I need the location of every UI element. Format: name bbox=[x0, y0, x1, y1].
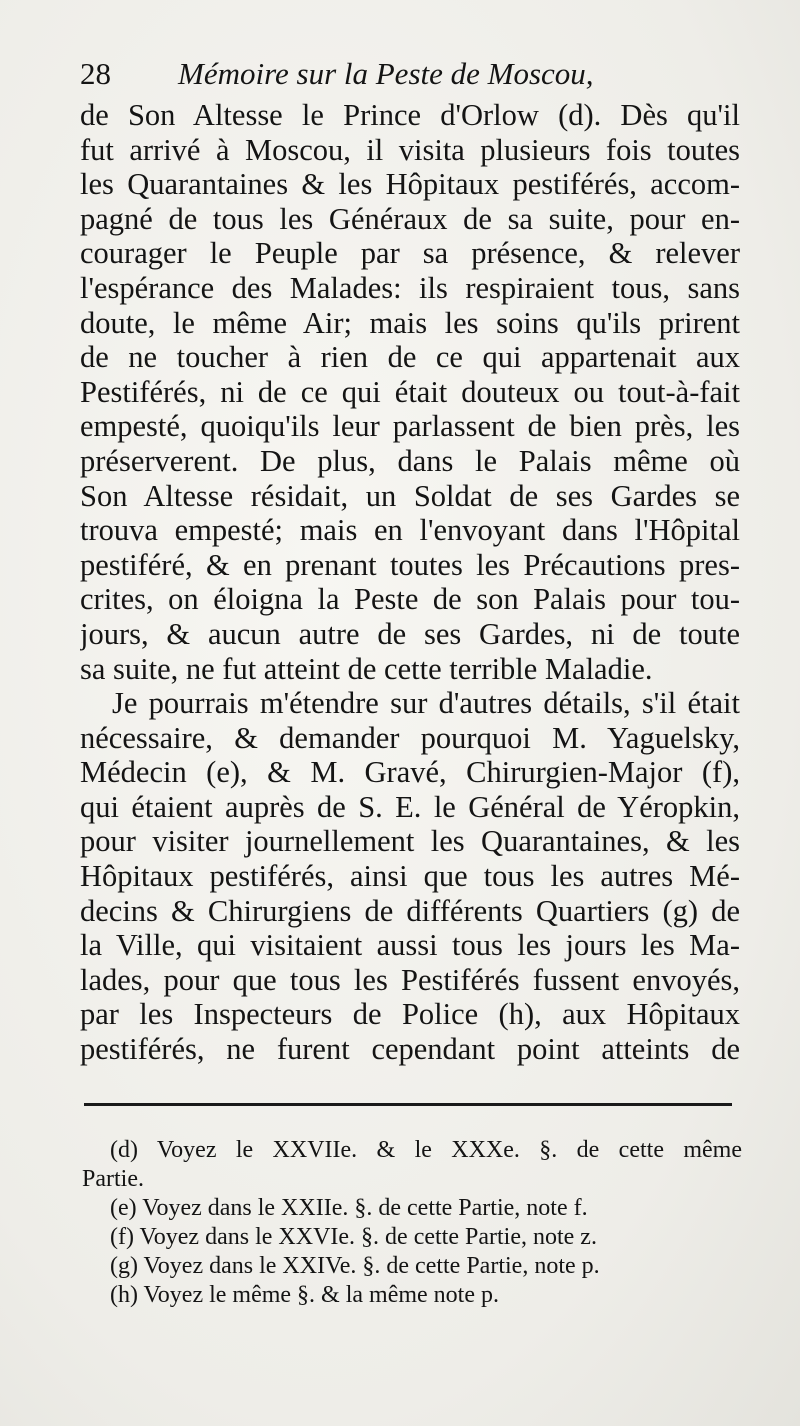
footnote-h: (h) Voyez le même §. & la même note p. bbox=[110, 1282, 500, 1308]
text-line: de Son Altesse le Prince d'Orlow (d). Dès qu'il bbox=[80, 98, 740, 132]
text-line: lades, pour que tous les Pestiférés fussent envoyés, bbox=[80, 962, 740, 997]
text-line: jours, & aucun autre de ses Gardes, ni de toute bbox=[80, 616, 740, 651]
text-line: trouva empesté; mais en l'envoyant dans l'Hôpital bbox=[80, 513, 740, 548]
text-line: Médecin (e), & M. Gravé, Chirurgien-Major (f), bbox=[80, 755, 740, 790]
text-line: pagné de tous les Généraux de sa suite, pour en- bbox=[80, 201, 740, 236]
text-line: fut arrivé à Moscou, il visita plusieurs fois toutes bbox=[80, 132, 740, 167]
text-line: pestiférés, ne furent cependant point atteints de bbox=[80, 1032, 740, 1067]
text-line: doute, le même Air; mais les soins qu'ils prirent bbox=[80, 305, 740, 340]
text-line: Pestiférés, ni de ce qui était douteux ou tout-à-fait bbox=[80, 374, 740, 409]
text-line: pestiféré, & en prenant toutes les Précautions pres- bbox=[80, 547, 740, 582]
footnote-e: (e) Voyez dans le XXIIe. §. de cette Partie, note f. bbox=[110, 1195, 588, 1221]
page-number: 28 bbox=[80, 56, 111, 91]
text-line: Son Altesse résidait, un Soldat de ses Gardes se bbox=[80, 478, 740, 513]
footnotes bbox=[82, 1136, 742, 1310]
running-title: Mémoire sur la Peste de Moscou, bbox=[178, 56, 594, 91]
footnote-g: (g) Voyez dans le XXIVe. §. de cette Partie, note p. bbox=[110, 1253, 600, 1279]
text-line: préserverent. De plus, dans le Palais même où bbox=[80, 443, 740, 478]
text-line: Je pourrais m'étendre sur d'autres détails, s'il était bbox=[112, 686, 740, 721]
text-line: sa suite, ne fut atteint de cette terrible Maladie. bbox=[80, 651, 653, 686]
text-line: l'espérance des Malades: ils respiraient tous, sans bbox=[80, 270, 740, 305]
body-text bbox=[80, 98, 740, 1067]
text-line: decins & Chirurgiens de différents Quartiers (g) de bbox=[80, 893, 740, 928]
text-line: Hôpitaux pestiférés, ainsi que tous les autres Mé- bbox=[80, 859, 740, 894]
text-line: la Ville, qui visitaient aussi tous les jours les Ma- bbox=[80, 928, 740, 963]
footnote-d: (d) Voyez le XXVIIe. & le XXXe. §. de cette même bbox=[110, 1137, 742, 1163]
text-line: nécessaire, & demander pourquoi M. Yaguelsky, bbox=[80, 720, 740, 755]
footnote-f: (f) Voyez dans le XXVIe. §. de cette Partie, note z. bbox=[110, 1224, 597, 1250]
text-line: par les Inspecteurs de Police (h), aux Hôpitaux bbox=[80, 997, 740, 1032]
text-line: crites, on éloigna la Peste de son Palais pour tou- bbox=[80, 582, 740, 617]
text-line: de ne toucher à rien de ce qui appartenait aux bbox=[80, 340, 740, 375]
footnote-d-continued: Partie. bbox=[82, 1166, 144, 1192]
text-line: les Quarantaines & les Hôpitaux pestiférés, accom- bbox=[80, 167, 740, 202]
text-line: pour visiter journellement les Quarantaines, & les bbox=[80, 824, 740, 859]
text-line: qui étaient auprès de S. E. le Général de Yéropkin, bbox=[80, 789, 740, 824]
text-line: courager le Peuple par sa présence, & relever bbox=[80, 236, 740, 271]
text-line: empesté, quoiqu'ils leur parlassent de bien près, les bbox=[80, 409, 740, 444]
page-header bbox=[80, 52, 740, 96]
footnote-divider bbox=[84, 1103, 732, 1106]
